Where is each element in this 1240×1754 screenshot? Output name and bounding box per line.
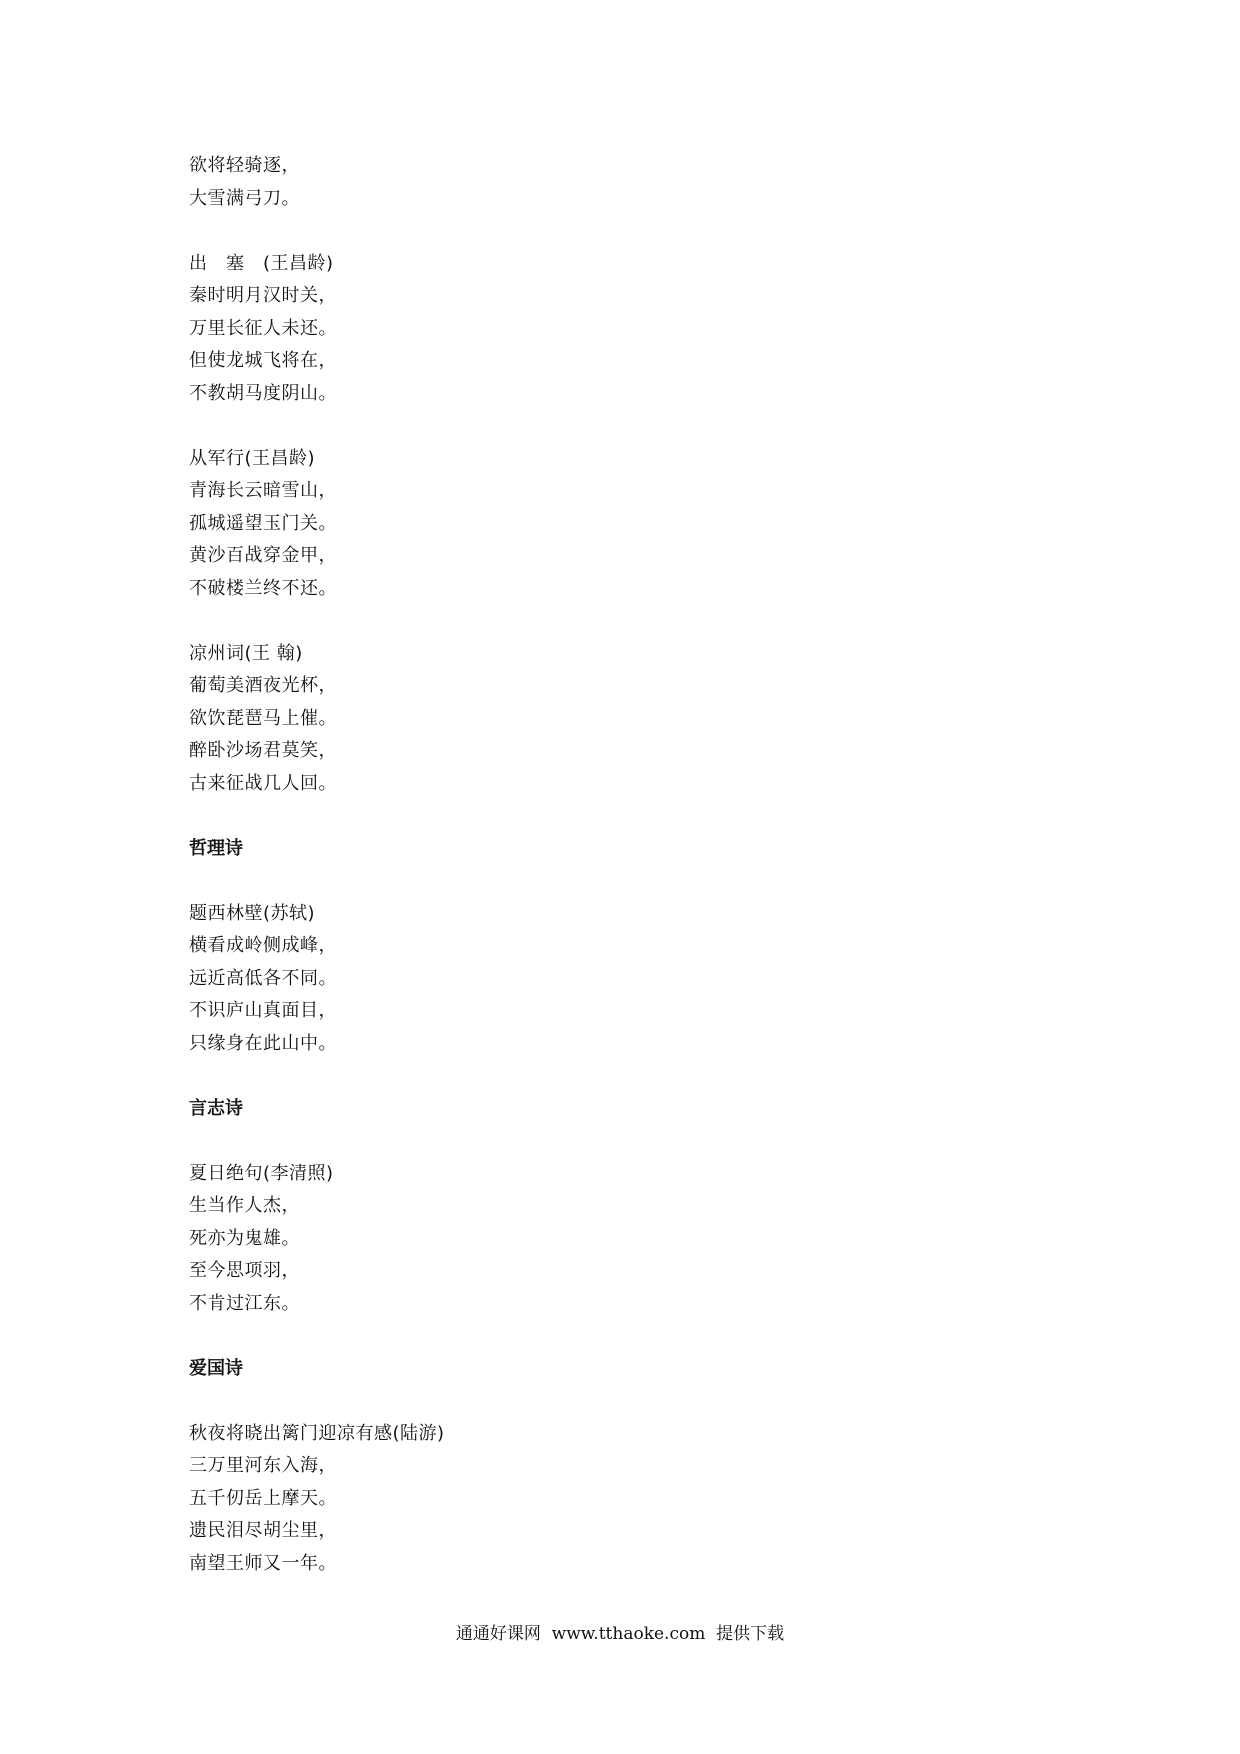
spacer xyxy=(189,410,1089,443)
spacer xyxy=(189,1060,1089,1093)
poem-line: 不破楼兰终不还。 xyxy=(189,577,337,599)
poem-content xyxy=(189,150,1089,1580)
poem-line: 遗民泪尽胡尘里， xyxy=(189,1520,337,1541)
poem-line: 三万里河东入海， xyxy=(189,1455,337,1476)
poem-line: 万里长征人未还。 xyxy=(189,317,337,339)
poem-line: 青海长云暗雪山， xyxy=(189,480,337,501)
poem-line: 古来征战几人回。 xyxy=(189,772,337,794)
poem-line: 黄沙百战穿金甲， xyxy=(189,545,337,566)
spacer xyxy=(189,215,1089,248)
poem-line: 醉卧沙场君莫笑， xyxy=(189,740,337,761)
section-heading: 爱国诗 xyxy=(189,1357,243,1379)
poem-title: 题西林壁(苏轼) xyxy=(189,902,316,924)
poem-line: 欲将轻骑逐， xyxy=(189,155,300,176)
poem-line: 五千仞岳上摩天。 xyxy=(189,1487,337,1509)
poem-line: 不肯过江东。 xyxy=(189,1292,300,1314)
poem-line: 不教胡马度阴山。 xyxy=(189,382,337,404)
poem-line: 远近高低各不同。 xyxy=(189,967,337,989)
spacer xyxy=(189,1385,1089,1418)
poem-line: 生当作人杰， xyxy=(189,1195,300,1216)
poem-line: 欲饮琵琶马上催。 xyxy=(189,707,337,729)
poem-title: 从军行(王昌龄) xyxy=(189,447,316,469)
poem-line: 死亦为鬼雄。 xyxy=(189,1227,300,1249)
poem-title: 夏日绝句(李清照) xyxy=(189,1162,334,1184)
poem-title: 出 塞 (王昌龄) xyxy=(189,252,334,274)
poem-line: 南望王师又一年。 xyxy=(189,1552,337,1574)
spacer xyxy=(189,1320,1089,1353)
spacer xyxy=(189,1125,1089,1158)
poem-title: 凉州词(王 翰) xyxy=(189,642,303,664)
spacer xyxy=(189,865,1089,898)
poem-line: 大雪满弓刀。 xyxy=(189,187,300,209)
poem-line: 秦时明月汉时关， xyxy=(189,285,337,306)
spacer xyxy=(189,605,1089,638)
poem-line: 至今思项羽， xyxy=(189,1260,300,1281)
poem-line: 孤城遥望玉门关。 xyxy=(189,512,337,534)
poem-line: 但使龙城飞将在， xyxy=(189,350,337,371)
poem-line: 只缘身在此山中。 xyxy=(189,1032,337,1054)
page-footer: 通通好课网 www.tthaoke.com 提供下载 xyxy=(455,1624,785,1644)
poem-title: 秋夜将晓出篱门迎凉有感(陆游) xyxy=(189,1422,445,1444)
section-heading: 言志诗 xyxy=(189,1097,243,1119)
poem-line: 横看成岭侧成峰， xyxy=(189,935,337,956)
poem-line: 不识庐山真面目， xyxy=(189,1000,337,1021)
spacer xyxy=(189,800,1089,833)
section-heading: 哲理诗 xyxy=(189,837,243,859)
poem-line: 葡萄美酒夜光杯， xyxy=(189,675,337,696)
